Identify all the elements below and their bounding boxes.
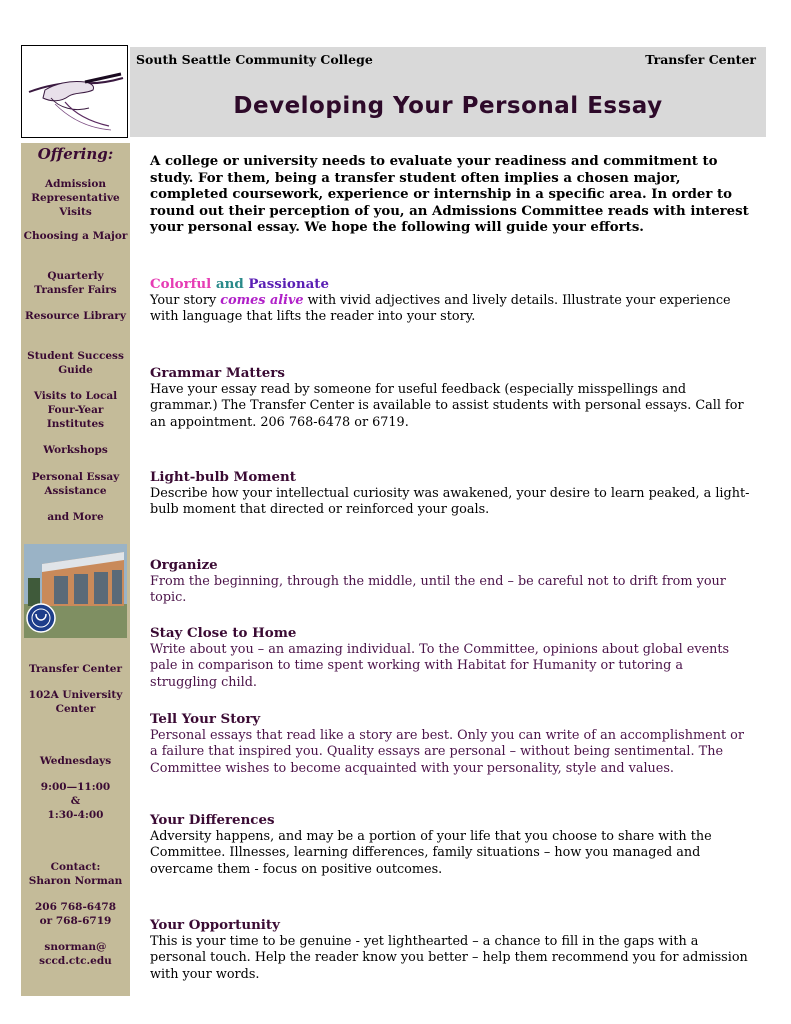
office-hours-amp: & bbox=[70, 795, 81, 807]
body-post: with vivid adjectives and lively details. Illustrate your experience with language that lifts the reader into your story. bbox=[150, 292, 731, 324]
sidebar-item-success-guide: Student Success Guide bbox=[27, 350, 124, 376]
section-body: Write about you – an amazing individual. To the Committee, opinions about global events pale in comparison to time spent working with Habitat for Humanity or tutoring a struggling child. bbox=[150, 641, 730, 690]
section-heading: Stay Close to Home bbox=[150, 625, 297, 641]
page-title: Developing Your Personal Essay bbox=[233, 93, 663, 119]
university-center-building-photo bbox=[24, 544, 127, 638]
sidebar-item-choosing-major: Choosing a Major bbox=[23, 230, 128, 242]
section-differences bbox=[150, 812, 750, 878]
header-band bbox=[130, 47, 766, 137]
section-body bbox=[150, 293, 750, 326]
section-opportunity bbox=[150, 917, 750, 983]
section-body: Have your essay read by someone for useful feedback (especially misspellings and grammar.) The Transfer Center is available to assist students with personal essays. Call for an appointment. 206 768-6478 or 6719. bbox=[150, 381, 744, 430]
office-hours-2: 1:30-4:00 bbox=[47, 809, 104, 821]
sidebar-item-essay-assistance: Personal Essay Assistance bbox=[31, 471, 120, 497]
section-body: This is your time to be genuine - yet lighthearted – a chance to fill in the gaps with a personal touch. Help the reader know you better – help them recommend you for admission with your words. bbox=[150, 933, 748, 982]
heading-colorful: Colorful bbox=[150, 276, 212, 292]
section-stay-close bbox=[150, 625, 750, 691]
section-organize bbox=[150, 557, 750, 607]
section-heading: Tell Your Story bbox=[150, 711, 261, 727]
contact-phone: 206 768-6478 or 768-6719 bbox=[34, 901, 117, 927]
contact-name: Sharon Norman bbox=[28, 875, 123, 887]
contact-email-2: sccd.ctc.edu bbox=[39, 955, 112, 967]
university-center-seal-icon bbox=[27, 604, 55, 632]
intro-paragraph: A college or university needs to evaluate your readiness and commitment to study. For them, being a transfer student often implies a chosen major, completed coursework, experience or internship in a specific area. In order to round out their perception of you, an Admissions Committee reads with interest your personal essay. We hope the following will guide your efforts. bbox=[150, 154, 749, 235]
heading-and: and bbox=[215, 276, 244, 292]
center-name: Transfer Center bbox=[645, 52, 756, 67]
section-body: Describe how your intellectual curiosity was awakened, your desire to learn peaked, a light-bulb moment that directed or reinforced your goals. bbox=[150, 485, 750, 517]
office-day: Wednesdays bbox=[39, 755, 112, 767]
location-name: Transfer Center bbox=[28, 663, 123, 675]
sidebar-item-and-more: and More bbox=[47, 511, 104, 523]
section-body: Personal essays that read like a story are best. Only you can write of an accomplishment or a failure that inspired you. Quality essays are personal – without being sentimental. The Committee wishes to become acquainted with your personality, style and values. bbox=[150, 727, 744, 776]
section-heading: Your Opportunity bbox=[150, 917, 280, 933]
section-heading bbox=[150, 276, 750, 293]
section-body: From the beginning, through the middle, until the end – be careful not to drift from your topic. bbox=[150, 573, 726, 605]
sidebar-item-transfer-fairs: Quarterly Transfer Fairs bbox=[34, 270, 117, 296]
sidebar-item-workshops: Workshops bbox=[43, 444, 108, 456]
hand-writing-with-pen-icon bbox=[25, 52, 125, 132]
location-room: 102A University Center bbox=[28, 689, 123, 715]
contact-label: Contact: bbox=[50, 861, 101, 873]
sidebar-heading: Offering: bbox=[37, 145, 114, 163]
sidebar-item-resource-library: Resource Library bbox=[25, 310, 126, 322]
section-heading: Your Differences bbox=[150, 812, 275, 828]
heading-passionate: Passionate bbox=[248, 276, 329, 292]
logo-box bbox=[21, 45, 128, 138]
sidebar-item-admission-visits: Admission Representative Visits bbox=[31, 178, 120, 218]
section-heading: Light-bulb Moment bbox=[150, 469, 296, 485]
section-lightbulb bbox=[150, 469, 750, 519]
sidebar bbox=[21, 143, 130, 996]
section-tell-story bbox=[150, 711, 750, 777]
college-name: South Seattle Community College bbox=[136, 52, 373, 67]
section-heading: Organize bbox=[150, 557, 218, 573]
office-hours-1: 9:00—11:00 bbox=[40, 781, 111, 793]
contact-email-1: snorman@ bbox=[44, 941, 107, 953]
section-body: Adversity happens, and may be a portion of your life that you choose to share with the Committee. Illnesses, learning differences, family situations – how you managed and overcame them - focus on positive outcomes. bbox=[150, 828, 712, 877]
body-emphasis: comes alive bbox=[220, 292, 304, 308]
body-pre: Your story bbox=[150, 292, 221, 308]
section-colorful bbox=[150, 276, 750, 326]
section-grammar bbox=[150, 365, 750, 431]
sidebar-item-visits-institutes: Visits to Local Four-Year Institutes bbox=[33, 390, 118, 430]
section-heading: Grammar Matters bbox=[150, 365, 285, 381]
